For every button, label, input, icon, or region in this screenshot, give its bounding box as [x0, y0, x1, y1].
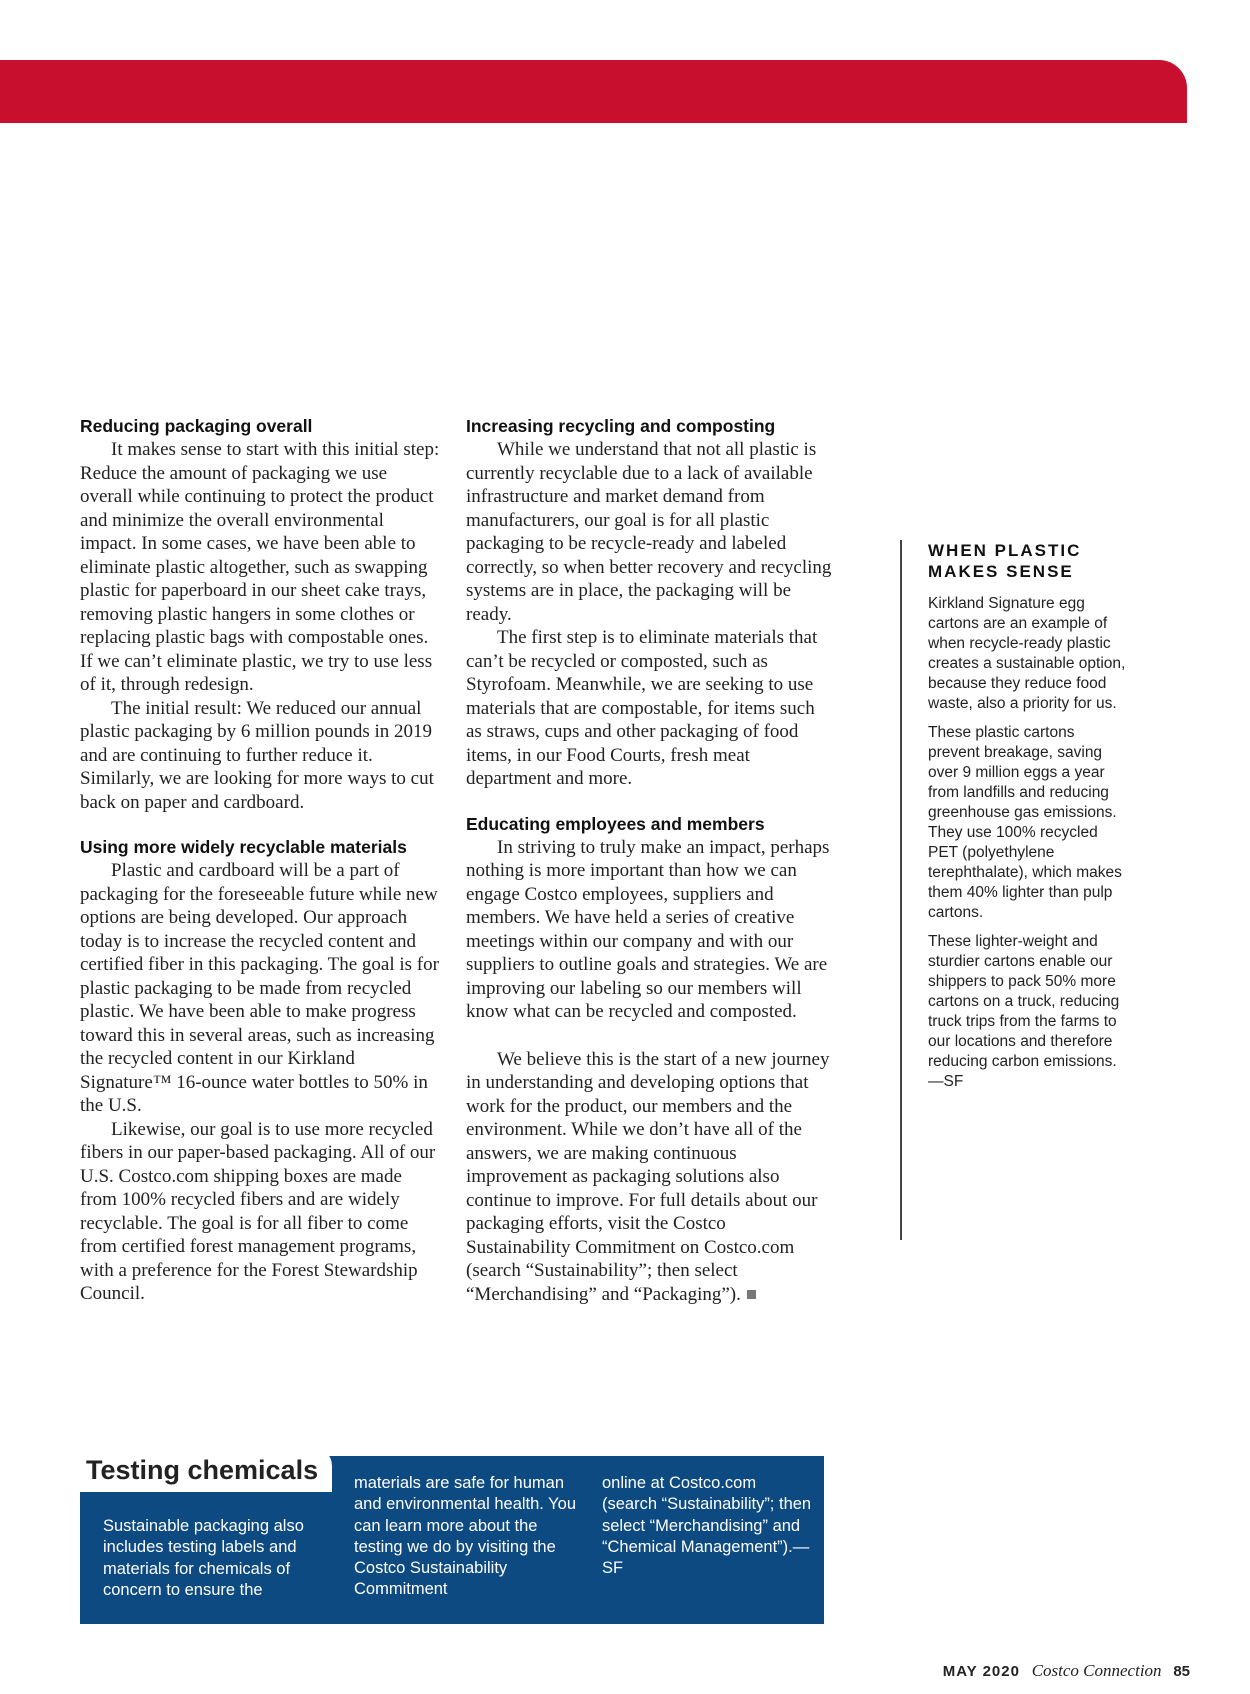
section-heading: Educating employees and members — [466, 813, 765, 834]
issue-date: MAY 2020 — [942, 1663, 1020, 1680]
magazine-name: Costco Connection — [1031, 1661, 1162, 1680]
paragraph — [466, 1048, 834, 1307]
paragraph: In striving to truly make an impact, perhaps nothing is more important than how we can engage Costco employees, suppliers and members. We have held a series of creative meetings within our company and with our suppliers to outline goals and strategies. We are improving our labeling so our members will know what can be recycled and composted. — [466, 836, 830, 1022]
closing-paragraph-text: We believe this is the start of a new journey in understanding and developing options that work for the product, our members and the environment. While we don’t have all of the answers, we are making continuous improvement as packaging solutions also continue to improve. For full details about our packaging efforts, visit the Costco Sustainability Commitment on Costco.com (search “Sustainability”; then select “Merchandising” and “Packaging”). — [466, 1048, 830, 1305]
paragraph: It makes sense to start with this initial step: Reduce the amount of packaging we use overall while continuing to protect the product and minimize the overall environmental impact. In some cases, we have been able to eliminate plastic altogether, such as swapping plastic for paperboard in our sheet cake trays, removing plastic hangers in some clothes or replacing plastic bags with compostable ones. If we can’t eliminate plastic, we try to use less of it, through redesign. — [80, 439, 440, 695]
testing-chemicals-text-2: materials are safe for human and environmental health. You can learn more about the testing we do by visiting the Costco Sustainability Commitment — [354, 1474, 577, 1599]
paragraph: Likewise, our goal is to use more recycled fibers in our paper-based packaging. All of our U.S. Costco.com shipping boxes are made from 100% recycled fibers and are widely recyclable. The goal is for all fiber to come from certified forest management programs, with a preference for the Forest Stewardship Council. — [80, 1118, 436, 1304]
header-bar — [0, 60, 1187, 123]
page-footer — [943, 1661, 1190, 1681]
sidebar-when-plastic-makes-sense — [900, 540, 1128, 1240]
paragraph: The initial result: We reduced our annual plastic packaging by 6 million pounds in 2019 and are continuing to further reduce it. Similarly, we are looking for more ways to cut back on paper and cardboard. — [80, 697, 434, 813]
page-number: 85 — [1173, 1663, 1190, 1680]
article-column-1 — [80, 415, 440, 1306]
paragraph: Plastic and cardboard will be a part of packaging for the foreseeable future while new options are being developed. Our approach today is to increase the recycled content and certified fiber in this packaging. The goal is for plastic packaging to be made from recycled plastic. We have been able to make progress toward this in several areas, such as increasing the recycled content in our Kirkland Signature™ 16-ounce water bottles to 50% in the U.S. — [80, 860, 439, 1116]
testing-chemicals-text-1: Sustainable packaging also includes testing labels and materials for chemicals of concern to ensure the — [103, 1517, 304, 1599]
sidebar-paragraph: These plastic cartons prevent breakage, saving over 9 million eggs a year from landfills and reducing greenhouse gas emissions. They use 100% recycled PET (polyethylene terephthalate), which makes them 40% lighter than pulp cartons. — [928, 724, 1122, 921]
sidebar-title: WHEN PLASTIC MAKES SENSE — [928, 541, 1082, 581]
sidebar-paragraph: Kirkland Signature egg cartons are an example of when recycle-ready plastic creates a sustainable option, because they reduce food waste, also a priority for us. — [928, 595, 1126, 712]
testing-chemicals-text-3: online at Costco.com (search “Sustainability”; then select “Merchandising” and “Chemical Management”).—SF — [602, 1474, 812, 1578]
section-heading: Reducing packaging overall — [80, 416, 313, 436]
end-mark-icon — [747, 1290, 756, 1299]
testing-chemicals-title: Testing chemicals — [86, 1455, 319, 1485]
paragraph: The first step is to eliminate materials that can’t be recycled or composted, such as Styrofoam. Meanwhile, we are seeking to use materials that are compostable, for items such as straws, cups and other packaging of food items, in our Food Courts, fresh meat department and more. — [466, 627, 818, 789]
article-column-2 — [466, 415, 834, 1306]
sidebar-body — [928, 594, 1128, 1092]
sidebar-paragraph: These lighter-weight and sturdier cartons enable our shippers to pack 50% more cartons on a truck, reducing truck trips from the farms to our locations and therefore reducing carbon emissions.—SF — [928, 933, 1120, 1090]
paragraph: While we understand that not all plastic is currently recyclable due to a lack of available infrastructure and market demand from manufacturers, our goal is for all plastic packaging to be recycle-ready and labeled correctly, so when better recovery and recycling systems are in place, the packaging will be ready. — [466, 439, 832, 625]
section-heading: Using more widely recyclable materials — [80, 837, 407, 857]
section-heading: Increasing recycling and composting — [466, 416, 776, 436]
